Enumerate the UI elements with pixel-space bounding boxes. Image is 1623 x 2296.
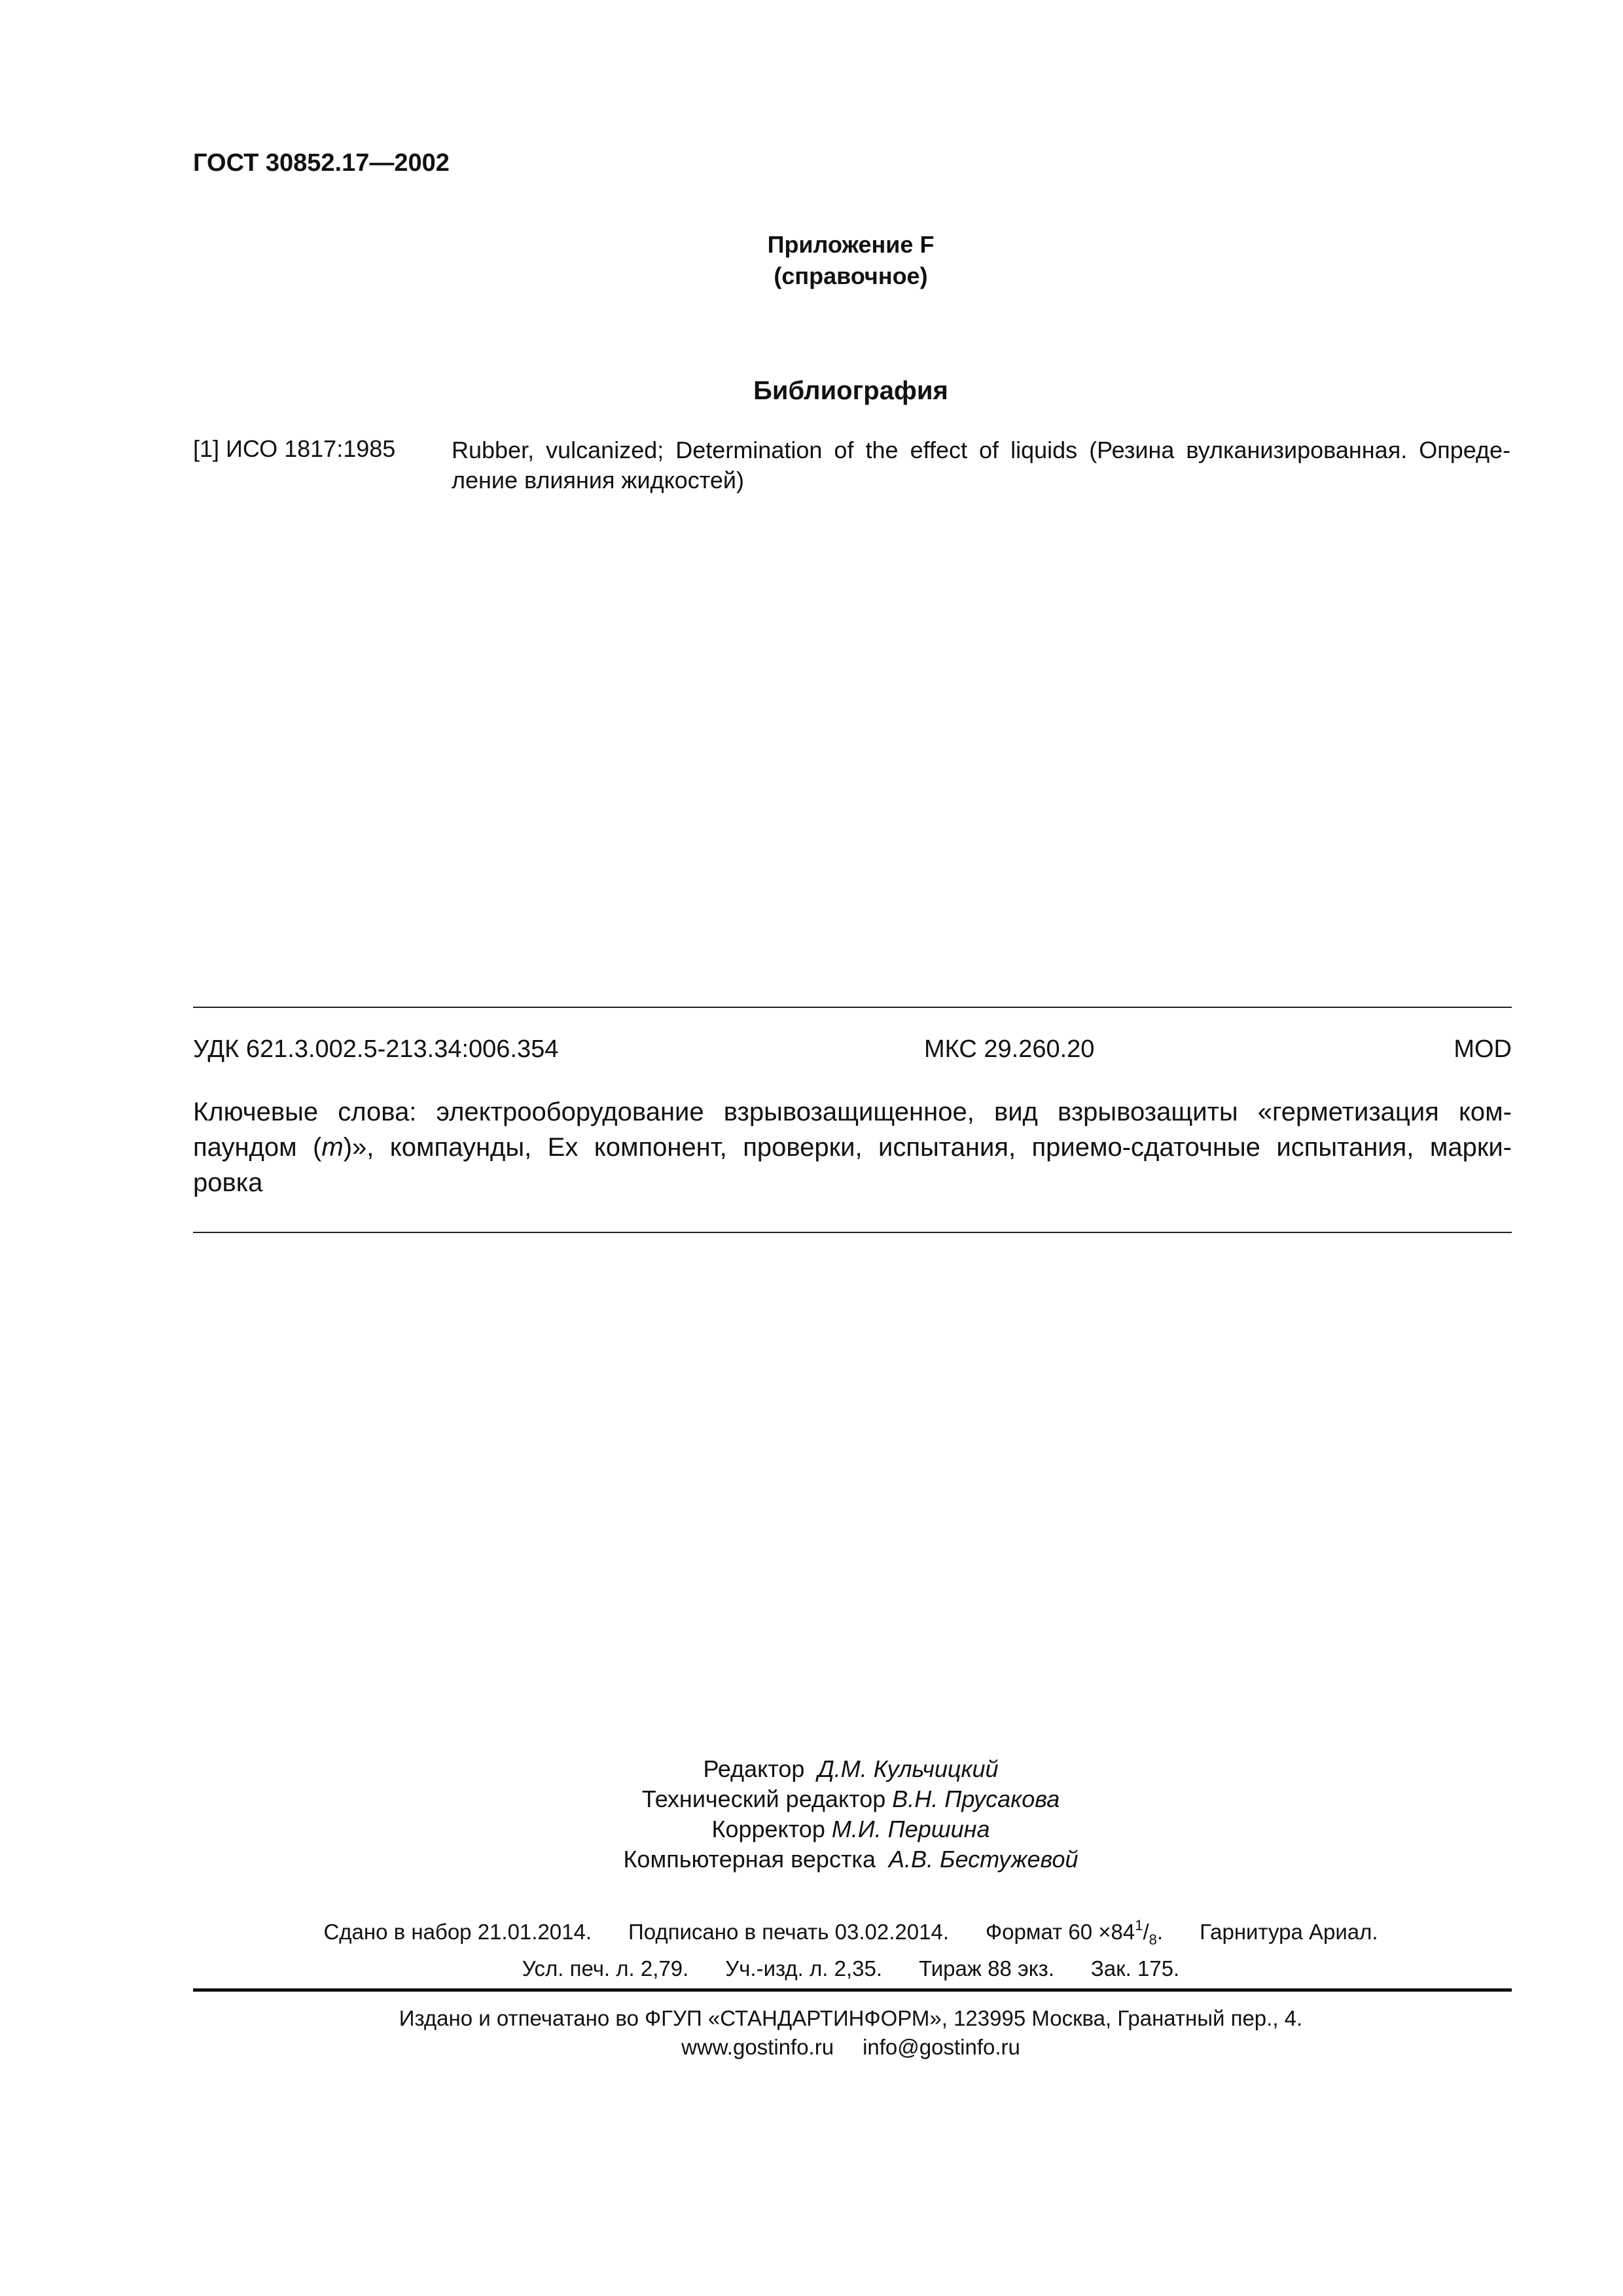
publisher-line: Издано и отпечатано во ФГУП «СТАНДАРТИНФОРМ», 123995 Москва, Гранатный пер., 4. bbox=[399, 2006, 1303, 2030]
credit-line bbox=[0, 1784, 1623, 1814]
keywords-text: паундом ( bbox=[193, 1133, 322, 1162]
bibliography-ref: [1] ИСО 1817:1985 bbox=[193, 435, 396, 462]
credit-name: Д.М. Кульчицкий bbox=[817, 1755, 999, 1782]
keywords-italic-m: m bbox=[321, 1133, 344, 1162]
format-suffix: . bbox=[1156, 1920, 1164, 1944]
keywords-block bbox=[193, 1094, 1512, 1200]
email-link[interactable]: info@gostinfo.ru bbox=[863, 2035, 1020, 2059]
print-sheets: Усл. печ. л. 2,79. bbox=[522, 1956, 689, 1981]
udk-code: УДК 621.3.002.5-213.34:006.354 bbox=[193, 1035, 559, 1063]
keywords-line: ровка bbox=[193, 1168, 263, 1197]
credit-line bbox=[0, 1844, 1623, 1874]
format-info bbox=[986, 1917, 1164, 1948]
bibliography-entry-text bbox=[452, 435, 1510, 495]
website-link[interactable]: www.gostinfo.ru bbox=[681, 2035, 834, 2059]
font-info: Гарнитура Ариал. bbox=[1200, 1920, 1378, 1944]
credit-role: Корректор bbox=[711, 1816, 825, 1842]
publisher-block bbox=[0, 2004, 1623, 2062]
publishing-sheets: Уч.-изд. л. 2,35. bbox=[725, 1956, 882, 1981]
print-info-line bbox=[0, 1954, 1623, 1983]
credit-name: В.Н. Прусакова bbox=[892, 1785, 1060, 1812]
circulation: Тираж 88 экз. bbox=[919, 1956, 1054, 1981]
keywords-text: )», компаунды, Ex компонент, проверки, испытания, приемо-сдаточные испытания, марки- bbox=[343, 1133, 1512, 1162]
appendix-heading bbox=[0, 229, 1623, 292]
bibliography-line: ление влияния жидкостей) bbox=[452, 467, 745, 493]
credit-role: Компьютерная верстка bbox=[623, 1846, 876, 1873]
mks-code: МКС 29.260.20 bbox=[924, 1035, 1095, 1063]
credits-block bbox=[0, 1754, 1623, 1874]
document-code: ГОСТ 30852.17—2002 bbox=[193, 149, 450, 177]
credit-name: М.И. Першина bbox=[831, 1816, 990, 1842]
format-sup: 1 bbox=[1135, 1917, 1143, 1933]
print-info-block bbox=[0, 1911, 1623, 1983]
appendix-type: (справочное) bbox=[774, 262, 928, 289]
keywords-line: Ключевые слова: электрооборудование взрывозащищенное, вид взрывозащиты «герметизация ком- bbox=[193, 1098, 1512, 1126]
divider-bottom bbox=[193, 1988, 1512, 1992]
divider-top bbox=[193, 1007, 1512, 1008]
credit-role: Редактор bbox=[703, 1755, 805, 1782]
keywords-line bbox=[193, 1130, 1512, 1165]
section-title: Библиография bbox=[753, 376, 948, 405]
format-slash: / bbox=[1143, 1920, 1149, 1944]
divider-middle bbox=[193, 1232, 1512, 1233]
format-prefix: Формат 60 ×84 bbox=[986, 1920, 1135, 1944]
submitted-date: Сдано в набор 21.01.2014. bbox=[323, 1920, 592, 1944]
order-number: Зак. 175. bbox=[1090, 1956, 1180, 1981]
signed-date: Подписано в печать 03.02.2014. bbox=[628, 1920, 949, 1944]
credit-line bbox=[0, 1754, 1623, 1784]
credit-role: Технический редактор bbox=[641, 1785, 886, 1812]
format-sub: 8 bbox=[1149, 1931, 1157, 1948]
mod-label: MOD bbox=[1454, 1035, 1512, 1063]
publisher-contacts bbox=[0, 2033, 1623, 2062]
credit-line bbox=[0, 1814, 1623, 1844]
appendix-title: Приложение F bbox=[767, 231, 935, 258]
bibliography-line: Rubber, vulcanized; Determination of the effect of liquids (Резина вулканизированная. Опреде- bbox=[452, 437, 1510, 463]
print-info-line bbox=[0, 1911, 1623, 1954]
credit-name: А.В. Бестужевой bbox=[889, 1846, 1079, 1873]
